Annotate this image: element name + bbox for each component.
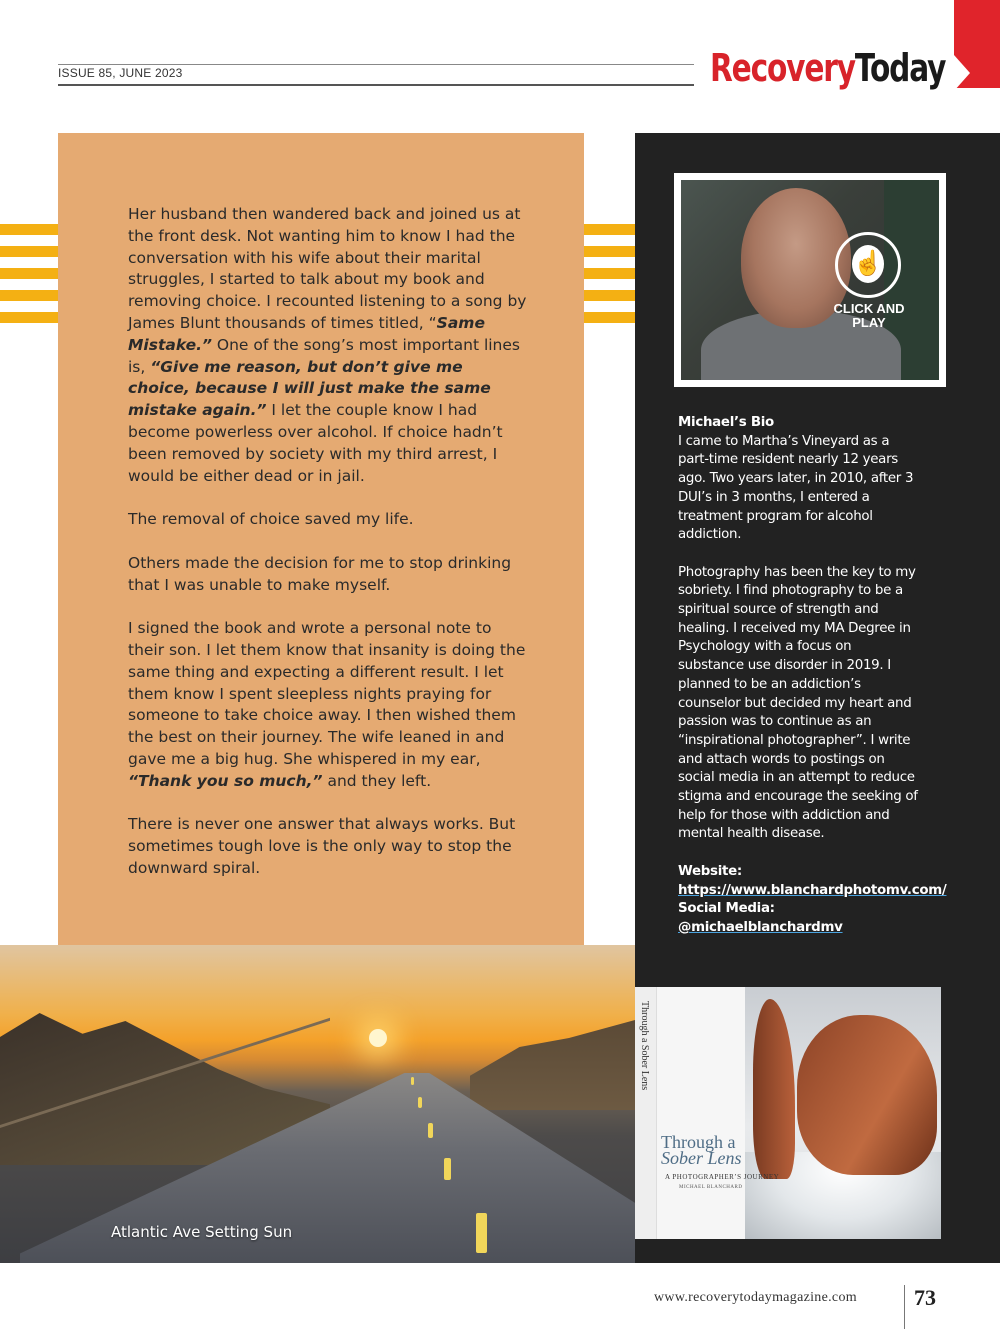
song-quote: “Give me reason, but don’t give me choice, because I will just make the same mistake again.” xyxy=(128,357,491,420)
magazine-logo xyxy=(710,46,945,90)
photo-caption: Atlantic Ave Setting Sun xyxy=(111,1223,293,1241)
rock-formation-left xyxy=(753,999,795,1179)
rock-formation-right xyxy=(797,1015,937,1175)
story-paragraph: Her husband then wandered back and joined us at the front desk. Not wanting him to know I had the conversation with his wife about their marital struggles, I started to talk about my book and removing choice. I recounted listening to a song by James Blunt thousands of times titled, “Same Mistake.” One of the song’s most important lines is, “Give me reason, but don’t give me choice, because I will just make the same mistake again.” I let the couple know I had become powerless over alcohol. If choice hadn’t been removed by society with my third arrest, I would be either dead or in jail. xyxy=(128,205,527,485)
yellow-stripes-left xyxy=(0,224,58,323)
website-label: Website: xyxy=(678,863,742,879)
book-spine xyxy=(635,987,657,1239)
video-thumbnail[interactable] xyxy=(674,173,946,387)
story-paragraph: There is never one answer that always works. But sometimes tough love is the only way to stop the downward spiral. xyxy=(128,815,516,877)
bio-title: Michael’s Bio xyxy=(678,415,774,430)
book-title-line1: Through a xyxy=(661,1132,736,1152)
thank-you-quote: “Thank you so much,” xyxy=(128,771,323,790)
story-text xyxy=(128,204,528,902)
road-center-dash xyxy=(428,1123,433,1138)
book-author: MICHAEL BLANCHARD xyxy=(679,1185,743,1190)
book-cover-photo xyxy=(745,987,941,1239)
issue-label: ISSUE 85, JUNE 2023 xyxy=(58,66,183,80)
social-label: Social Media: xyxy=(678,901,775,917)
website-line xyxy=(678,863,947,900)
logo-word-today: Today xyxy=(854,46,946,90)
bio-links xyxy=(678,863,947,938)
story-paragraph: Others made the decision for me to stop drinking that I was unable to make myself. xyxy=(128,553,512,594)
road-center-dash xyxy=(476,1213,487,1253)
road-center-dash xyxy=(418,1097,422,1108)
bio-paragraph: I came to Martha’s Vineyard as a part-time resident nearly 12 years ago. Two years later, in 2010, after 3 DUI’s in 3 months, I entered a treatment program for alcohol addiction. xyxy=(678,433,914,543)
road-center-dash xyxy=(411,1077,414,1085)
story-paragraph: The removal of choice saved my life. xyxy=(128,510,414,529)
red-corner-tab xyxy=(954,0,1000,88)
book-spine-title: Through a Sober Lens xyxy=(639,1001,650,1091)
video-frame xyxy=(681,180,939,380)
website-link[interactable]: https://www.blanchardphotomv.com/ xyxy=(678,882,947,898)
tree-line-right xyxy=(470,1020,635,1110)
road-center-dash xyxy=(444,1158,451,1180)
road-sunset-photo xyxy=(0,945,635,1263)
bio-paragraph: Photography has been the key to my sobriety. I find photography to be a spiritual source of strength and healing. I received my MA Degree in Psychology with a focus on substance use disorder in 2019. I planned to be an addiction’s counselor but decided my heart and passion was to continue as an “inspirational photographer”. I write and attach words to postings on social media in an attempt to reduce stigma and encourage the seeking of help for those with addiction and mental health disease. xyxy=(678,564,918,842)
page-number: 73 xyxy=(914,1285,936,1310)
setting-sun xyxy=(369,1029,387,1047)
yellow-stripes-middle xyxy=(584,224,635,323)
book-cover xyxy=(635,987,941,1239)
click-and-play-label[interactable]: CLICK AND PLAY xyxy=(833,301,905,330)
social-handle-link[interactable]: @michaelblanchardmv xyxy=(678,919,843,935)
bio-text xyxy=(678,414,947,938)
song-title: Same Mistake.” xyxy=(128,313,485,354)
header-rule-top xyxy=(58,64,694,65)
tap-hand-icon[interactable]: ☝ xyxy=(852,245,884,283)
book-subtitle: A PHOTOGRAPHER’S JOURNEY xyxy=(665,1173,780,1181)
footer-divider xyxy=(904,1285,905,1329)
book-title-line2: Sober Lens xyxy=(661,1148,742,1168)
header-rule-bottom xyxy=(58,84,694,86)
logo-word-recovery: Recovery xyxy=(710,46,855,90)
book-title xyxy=(661,1134,742,1166)
footer-website: www.recoverytodaymagazine.com xyxy=(654,1290,857,1305)
story-paragraph: I signed the book and wrote a personal note to their son. I let them know that insanity is doing the same thing and expecting a different result. I let them know I spent sleepless nights praying for someone to take choice away. I then wished them the best on their journey. The wife leaned in and gave me a big hug. She whispered in my ear, “Thank you so much,” and they left. xyxy=(128,619,526,790)
